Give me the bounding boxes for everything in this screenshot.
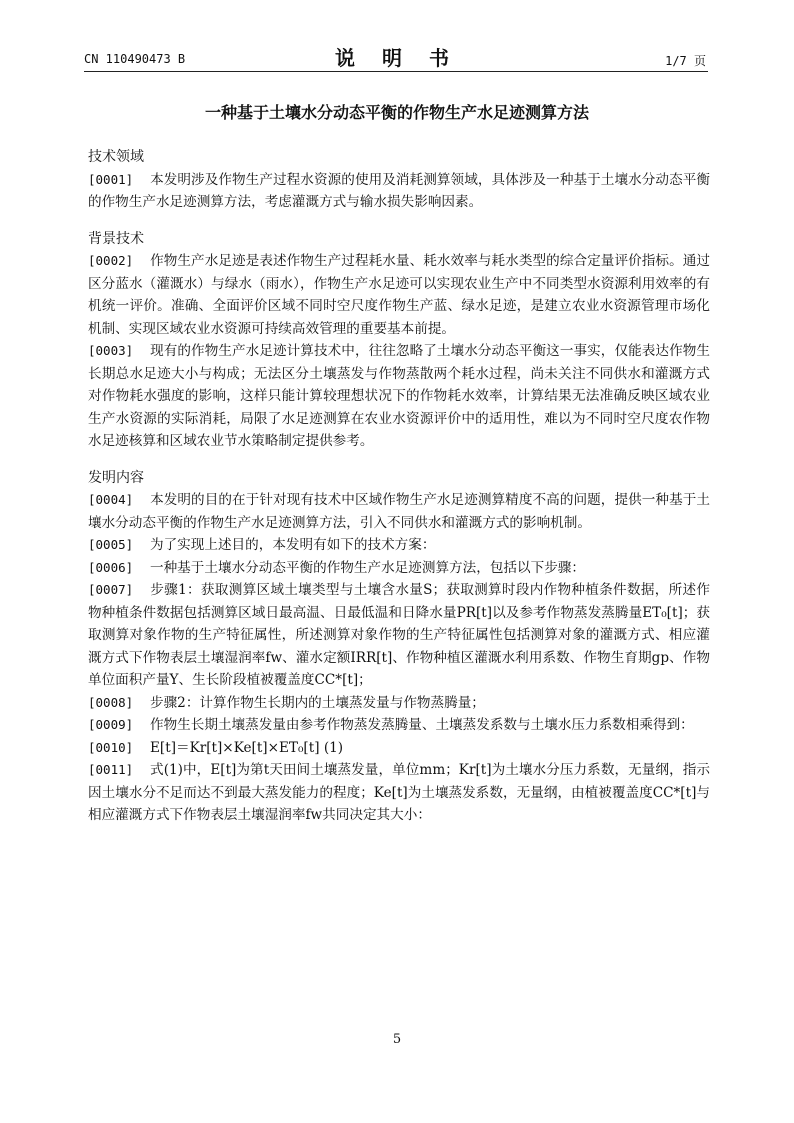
paragraph-text: E[t]＝Kr[t]×Ke[t]×ET₀[t] (1): [150, 739, 344, 756]
paragraph-number: [0004]: [88, 492, 134, 507]
paragraph: [88, 759, 710, 827]
section-heading: 技术领域: [88, 149, 144, 165]
document-body: [88, 146, 710, 827]
paragraph-number: [0008]: [88, 694, 134, 710]
paragraph-text: 作物生产水足迹是表述作物生产过程耗水量、耗水效率与耗水类型的综合定量评价指标。通过区分蓝水（灌溉水）与绿水（雨水），作物生产水足迹可以实现农业生产中不同类型水资源利用效率的有机统一评价。准确、全面评价区域不同时空尺度作物生产蓝、绿水足迹，是建立农业水资源管理市场化机制、实现区域农业水资源可持续高效管理的重要基本前提。: [88, 253, 710, 337]
paragraph-text: 一种基于土壤水分动态平衡的作物生产水足迹测算方法，包括以下步骤：: [150, 559, 585, 576]
paragraph: [88, 250, 710, 340]
paragraph-number: [0001]: [88, 171, 134, 187]
header-page-label: 1/7 页: [665, 54, 706, 68]
header-doc-number: CN 110490473 B: [84, 52, 186, 66]
paragraph-number: [0002]: [88, 253, 134, 268]
paragraph: [88, 489, 710, 534]
paragraph-number: [0010]: [88, 739, 134, 755]
paragraph-text: 步骤1：获取测算区域土壤类型与土壤含水量S；获取测算时段内作物种植条件数据，所述作物种植条件数据包括测算区域日最高温、日最低温和日降水量PR[t]以及参考作物蒸发蒸腾量ET₀[t]；获取测算对象作物的生产特征属性，所述测算对象作物的生产特征属性包括测算对象的灌溉方式、相应灌溉方式下作物表层土壤湿润率fw、灌水定额IRR[t]、作物种植区灌溉水利用系数、作物生育期gp、作物单位面积产量Y、生长阶段植被覆盖度CC*[t]；: [88, 582, 710, 688]
paragraph: [88, 714, 710, 737]
paragraph-text: 式(1)中，E[t]为第t天田间土壤蒸发量，单位mm；Kr[t]为土壤水分压力系数，无量纲，指示因土壤水分不足而达不到最大蒸发能力的程度；Ke[t]为土壤蒸发系数，无量纲，由植被覆盖度CC*[t]与相应灌溉方式下作物表层土壤湿润率fw共同决定其大小：: [88, 762, 710, 823]
paragraph-text: 现有的作物生产水足迹计算技术中，往往忽略了土壤水分动态平衡这一事实，仅能表达作物生长期总水足迹大小与构成；无法区分土壤蒸发与作物蒸散两个耗水过程，尚未关注不同供水和灌溉方式对作物耗水强度的影响，这样只能计算较理想状况下的作物耗水效率，计算结果无法准确反映区域农业生产水资源的实际消耗，局限了水足迹测算在农业水资源评价中的适用性，难以为不同时空尺度农作物水足迹核算和区域农业节水策略制定提供参考。: [88, 343, 710, 449]
paragraph: [88, 692, 710, 715]
paragraph-number: [0003]: [88, 343, 134, 358]
section-heading: 发明内容: [88, 469, 144, 486]
paragraph-number: [0006]: [88, 559, 134, 575]
paragraph-number: [0007]: [88, 582, 134, 597]
paragraph: [88, 579, 710, 692]
header-doc-type: 说 明 书: [335, 46, 459, 70]
paragraph-number: [0011]: [88, 762, 134, 777]
paragraph-text: 作物生长期土壤蒸发量由参考作物蒸发蒸腾量、土壤蒸发系数与土壤水压力系数相乘得到：: [150, 717, 694, 733]
paragraph: [88, 169, 710, 214]
paragraph-text: 本发明的目的在于针对现有技术中区域作物生产水足迹测算精度不高的问题，提供一种基于土壤水分动态平衡的作物生产水足迹测算方法，引入不同供水和灌溉方式的影响机制。: [88, 492, 710, 531]
paragraph-number: [0009]: [88, 717, 134, 732]
paragraph: [88, 737, 710, 760]
header-rule: [84, 71, 708, 72]
section-heading: 背景技术: [88, 230, 144, 247]
paragraph-text: 本发明涉及作物生产过程水资源的使用及消耗测算领域，具体涉及一种基于土壤水分动态平衡的作物生产水足迹测算方法，考虑灌溉方式与输水损失影响因素。: [88, 171, 710, 210]
paragraph: [88, 534, 710, 557]
paragraph-text: 步骤2：计算作物生长期内的土壤蒸发量与作物蒸腾量；: [150, 694, 485, 711]
paragraph: [88, 340, 710, 453]
paragraph-number: [0005]: [88, 537, 134, 552]
document-title: 一种基于土壤水分动态平衡的作物生产水足迹测算方法: [204, 103, 589, 122]
paragraph-text: 为了实现上述目的，本发明有如下的技术方案：: [150, 537, 436, 553]
page-number: 5: [392, 1032, 402, 1047]
paragraph: [88, 557, 710, 580]
